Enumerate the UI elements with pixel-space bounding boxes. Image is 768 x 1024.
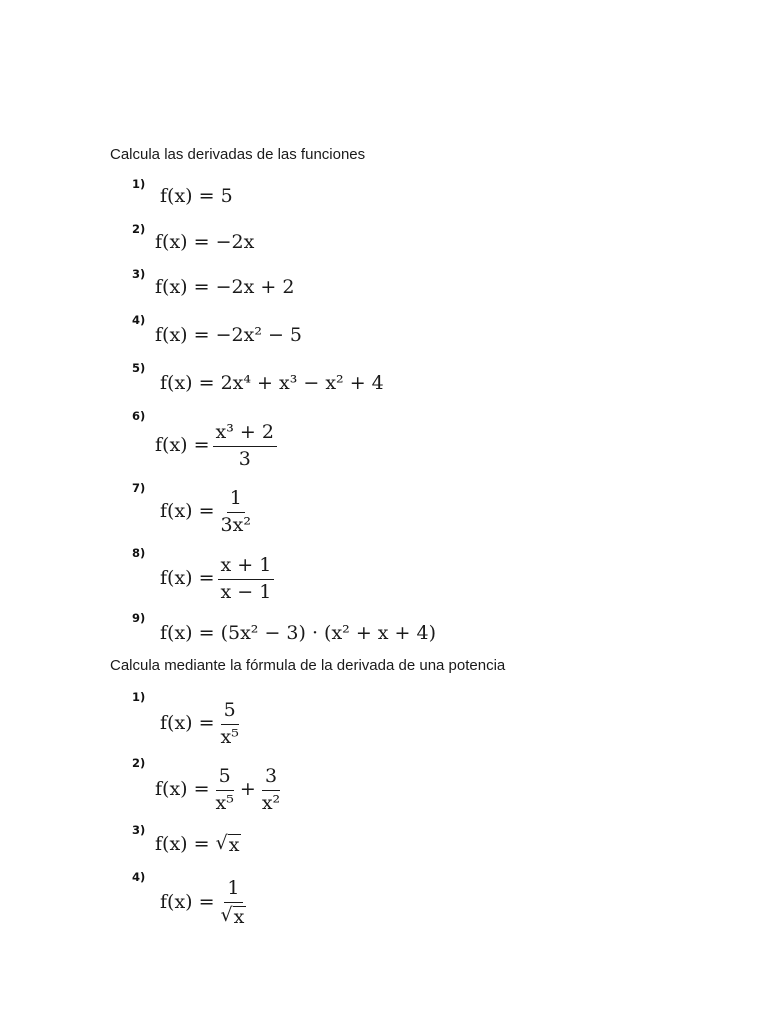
fraction-denominator: 3x² <box>220 513 251 536</box>
item-number: 1) <box>132 690 146 704</box>
item-number: 9) <box>132 611 146 625</box>
item-number: 3) <box>132 823 146 837</box>
plus-operator: + <box>239 778 256 801</box>
item-number: 7) <box>132 481 146 495</box>
equation <box>155 422 280 470</box>
fraction-denominator: x − 1 <box>220 580 272 603</box>
equation-lhs: f(x) = <box>160 890 215 913</box>
equation <box>155 278 294 297</box>
equation <box>160 700 245 748</box>
fraction-denominator: x² <box>261 791 281 814</box>
fraction-denominator: x⁵ <box>215 791 234 814</box>
equation <box>160 187 233 206</box>
fraction-numerator: x³ + 2 <box>213 422 277 447</box>
item-number: 4) <box>132 870 146 884</box>
equation <box>160 624 436 643</box>
radicand: x <box>228 834 240 856</box>
item-number: 4) <box>132 313 146 327</box>
equation-lhs: f(x) = <box>155 833 210 855</box>
item-number: 5) <box>132 361 146 375</box>
equation <box>160 488 257 536</box>
radical-sign-icon: √ <box>220 903 233 926</box>
fraction <box>218 878 250 927</box>
equation-rhs: −2x + 2 <box>215 276 295 298</box>
fraction <box>213 422 277 470</box>
equation-lhs: f(x) = <box>155 276 210 298</box>
fraction-numerator: 5 <box>221 700 239 725</box>
item-number: 1) <box>132 177 146 191</box>
equation-lhs: f(x) = <box>160 622 215 644</box>
equation-rhs: (5x² − 3) · (x² + x + 4) <box>220 622 437 644</box>
equation-rhs: −2x <box>215 231 255 253</box>
equation-lhs: f(x) = <box>155 434 210 457</box>
fraction <box>218 700 242 748</box>
fraction <box>218 488 254 536</box>
equation-rhs: 2x⁴ + x³ − x² + 4 <box>220 372 384 394</box>
fraction-denominator: 3 <box>238 447 251 470</box>
equation <box>155 233 254 252</box>
fraction <box>218 555 275 603</box>
fraction-numerator: 3 <box>262 766 280 791</box>
fraction-numerator: x + 1 <box>218 555 275 580</box>
fraction-numerator: 5 <box>216 766 234 791</box>
equation <box>155 834 241 855</box>
equation-rhs: −2x² − 5 <box>215 324 303 346</box>
equation-lhs: f(x) = <box>160 567 215 590</box>
square-root <box>216 834 242 855</box>
equation-lhs: f(x) = <box>160 712 215 735</box>
equation-lhs: f(x) = <box>155 778 210 801</box>
equation-lhs: f(x) = <box>160 185 215 207</box>
radical-sign-icon: √ <box>215 832 228 854</box>
equation-rhs: 5 <box>220 185 233 207</box>
item-number: 2) <box>132 756 146 770</box>
section-heading: Calcula las derivadas de las funciones <box>110 146 366 163</box>
radicand: x <box>233 905 245 928</box>
equation-lhs: f(x) = <box>160 372 215 394</box>
equation <box>155 326 302 345</box>
equation <box>155 766 286 814</box>
equation <box>160 374 384 393</box>
fraction <box>213 766 237 814</box>
equation <box>160 878 252 927</box>
equation-lhs: f(x) = <box>160 500 215 523</box>
fraction-denominator: x⁵ <box>220 725 239 748</box>
fraction-denominator <box>218 903 250 927</box>
item-number: 2) <box>132 222 146 236</box>
square-root <box>220 903 247 928</box>
item-number: 8) <box>132 546 146 560</box>
equation-lhs: f(x) = <box>155 324 210 346</box>
equation-lhs: f(x) = <box>155 231 210 253</box>
fraction <box>259 766 283 814</box>
fraction-numerator: 1 <box>227 488 245 513</box>
item-number: 3) <box>132 267 146 281</box>
equation <box>160 555 277 603</box>
section-heading: Calcula mediante la fórmula de la derivada de una potencia <box>110 657 506 674</box>
item-number: 6) <box>132 409 146 423</box>
fraction-numerator: 1 <box>224 878 242 903</box>
